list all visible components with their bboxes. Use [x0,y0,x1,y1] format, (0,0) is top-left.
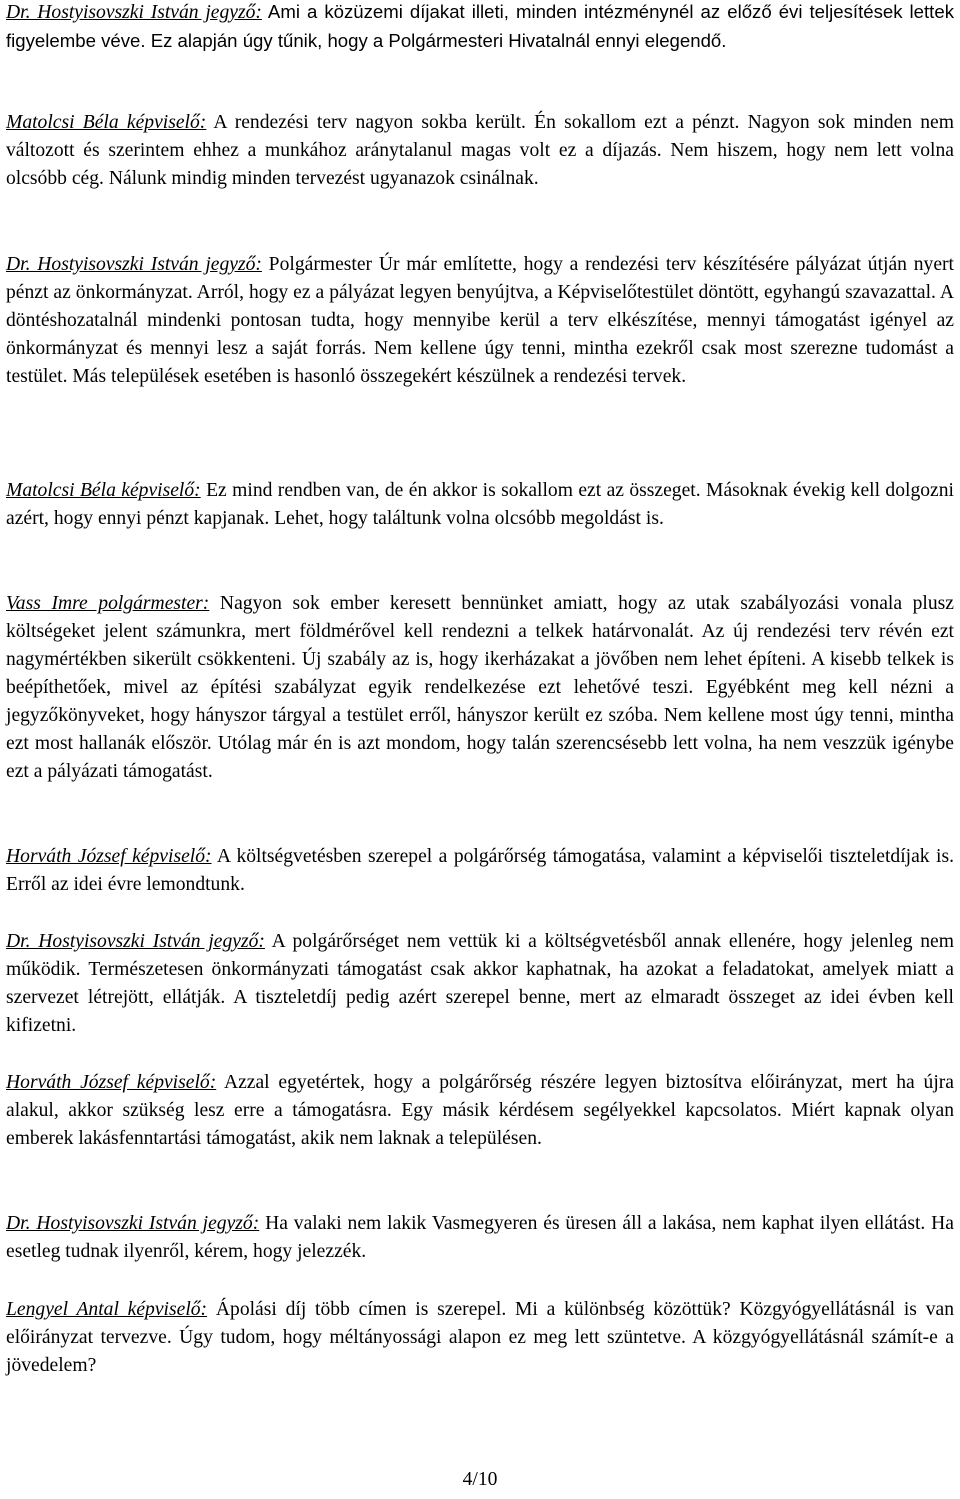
paragraph-text: Azzal egyetértek, hogy a polgárőrség részére legyen biztosítva előirányzat, mert ha újra alakul, akkor szükség lesz erre a támogatásra. Egy másik kérdésem segélyekkel kapcsolatos. Miért kapnak olyan emberek lakásfenntartási támogatást, akik nem laknak a településen. [6,1072,954,1149]
speaker-name: Matolcsi Béla képviselő: [6,112,207,133]
paragraph-text: A polgárőrséget nem vettük ki a költségvetésből annak ellenére, hogy jelenleg nem működik. Természetesen önkormányzati támogatást csak akkor kaphatnak, ha azokat a feladatokat, amelyek miatt a szervezet létrejött, ellátják. A tiszteletdíj pedig azért szerepel benne, mert az elmaradt összeget az idei évben kell kifizetni. [6,931,954,1036]
paragraph-5 [6,590,954,786]
paragraph-10 [6,1296,954,1380]
speaker-name: Dr. Hostyisovszki István jegyző: [6,1213,260,1234]
paragraph-6 [6,843,954,899]
speaker-name: Vass Imre polgármester: [6,593,210,614]
paragraph-text: Ápolási díj több címen is szerepel. Mi a különbség közöttük? Közgyógyellátásnál is van előirányzat tervezve. Úgy tudom, hogy méltányossági alapon ez meg lett szüntetve. A közgyógyellátásnál számít-e a jövedelem? [6,1299,954,1376]
paragraph-2 [6,109,954,193]
speaker-name: Lengyel Antal képviselő: [6,1299,208,1320]
paragraph-7 [6,928,954,1040]
speaker-name: Matolcsi Béla képviselő: [6,480,201,501]
paragraph-4 [6,477,954,533]
paragraph-text: Nagyon sok ember keresett bennünket amiatt, hogy az utak szabályozási vonala plusz költségeket jelent számunkra, mert földmérővel kell rendezni a telkek határvonalát. Az új rendezési terv révén ezt nagymértékben sikerült csökkenteni. Új szabály az is, hogy ikerházakat a jövőben nem lehet építeni. A kisebb telkek is beépíthetőek, mivel az építési szabályzat egyik rendelkezése ezt lehetővé teszi. Egyébként meg kell nézni a jegyzőkönyveket, hogy hányszor tárgyal a testület erről, hányszor került ez szóba. Nem kellene most úgy tenni, mintha ezt most hallanák először. Utólag már én is azt mondom, hogy talán szerencsésebb lett volna, ha nem veszzük igénybe ezt a pályázati támogatást. [6,593,954,782]
paragraph-3 [6,251,954,391]
speaker-name: Dr. Hostyisovszki István jegyző: [6,2,262,23]
page-number: 4/10 [462,1469,498,1490]
paragraph-text: Polgármester Úr már említette, hogy a rendezési terv készítésére pályázat útján nyert pénzt az önkormányzat. Arról, hogy ez a pályázat legyen benyújtva, a Képviselőtestület döntött, egyhangú szavazattal. A döntéshozatalnál mindenki pontosan tudta, hogy mennyibe kerül a terv elkészítése, mennyi támogatást igényel az önkormányzat és mennyi lesz a saját forrás. Nem kellene úgy tenni, mintha ezekről csak most szerezne tudomást a testület. Más települések esetében is hasonló összegekért készülnek a rendezési tervek. [6,254,955,387]
paragraph-1 [6,0,954,56]
paragraph-text: A rendezési terv nagyon sokba került. Én sokallom ezt a pénzt. Nagyon sok minden nem változott és szerintem ehhez a munkához aránytalanul magas volt ez a díjazás. Nem hiszem, hogy nem lett volna olcsóbb cég. Nálunk mindig minden tervezést ugyanazok csinálnak. [6,112,954,189]
paragraph-text: Ami a közüzemi díjakat illeti, minden intézménynél az előző évi teljesítések lettek figyelembe véve. Ez alapján úgy tűnik, hogy a Polgármesteri Hivatalnál ennyi elegendő. [6,1,954,51]
paragraph-text: Ez mind rendben van, de én akkor is sokallom ezt az összeget. Másoknak évekig kell dolgozni azért, hogy ennyi pénzt kapjanak. Lehet, hogy találtunk volna olcsóbb megoldást is. [6,480,954,529]
paragraph-text: A költségvetésben szerepel a polgárőrség támogatása, valamint a képviselői tiszteletdíjak is. Erről az idei évre lemondtunk. [6,846,954,895]
speaker-name: Horváth József képviselő: [6,1072,217,1093]
speaker-name: Horváth József képviselő: [6,846,212,867]
paragraph-8 [6,1069,954,1153]
speaker-name: Dr. Hostyisovszki István jegyző: [6,254,262,275]
paragraph-text: Ha valaki nem lakik Vasmegyeren és üresen áll a lakása, nem kaphat ilyen ellátást. Ha esetleg tudnak ilyenről, kérem, hogy jelezzék. [6,1213,954,1262]
speaker-name: Dr. Hostyisovszki István jegyző: [6,931,265,952]
paragraph-9 [6,1210,954,1266]
